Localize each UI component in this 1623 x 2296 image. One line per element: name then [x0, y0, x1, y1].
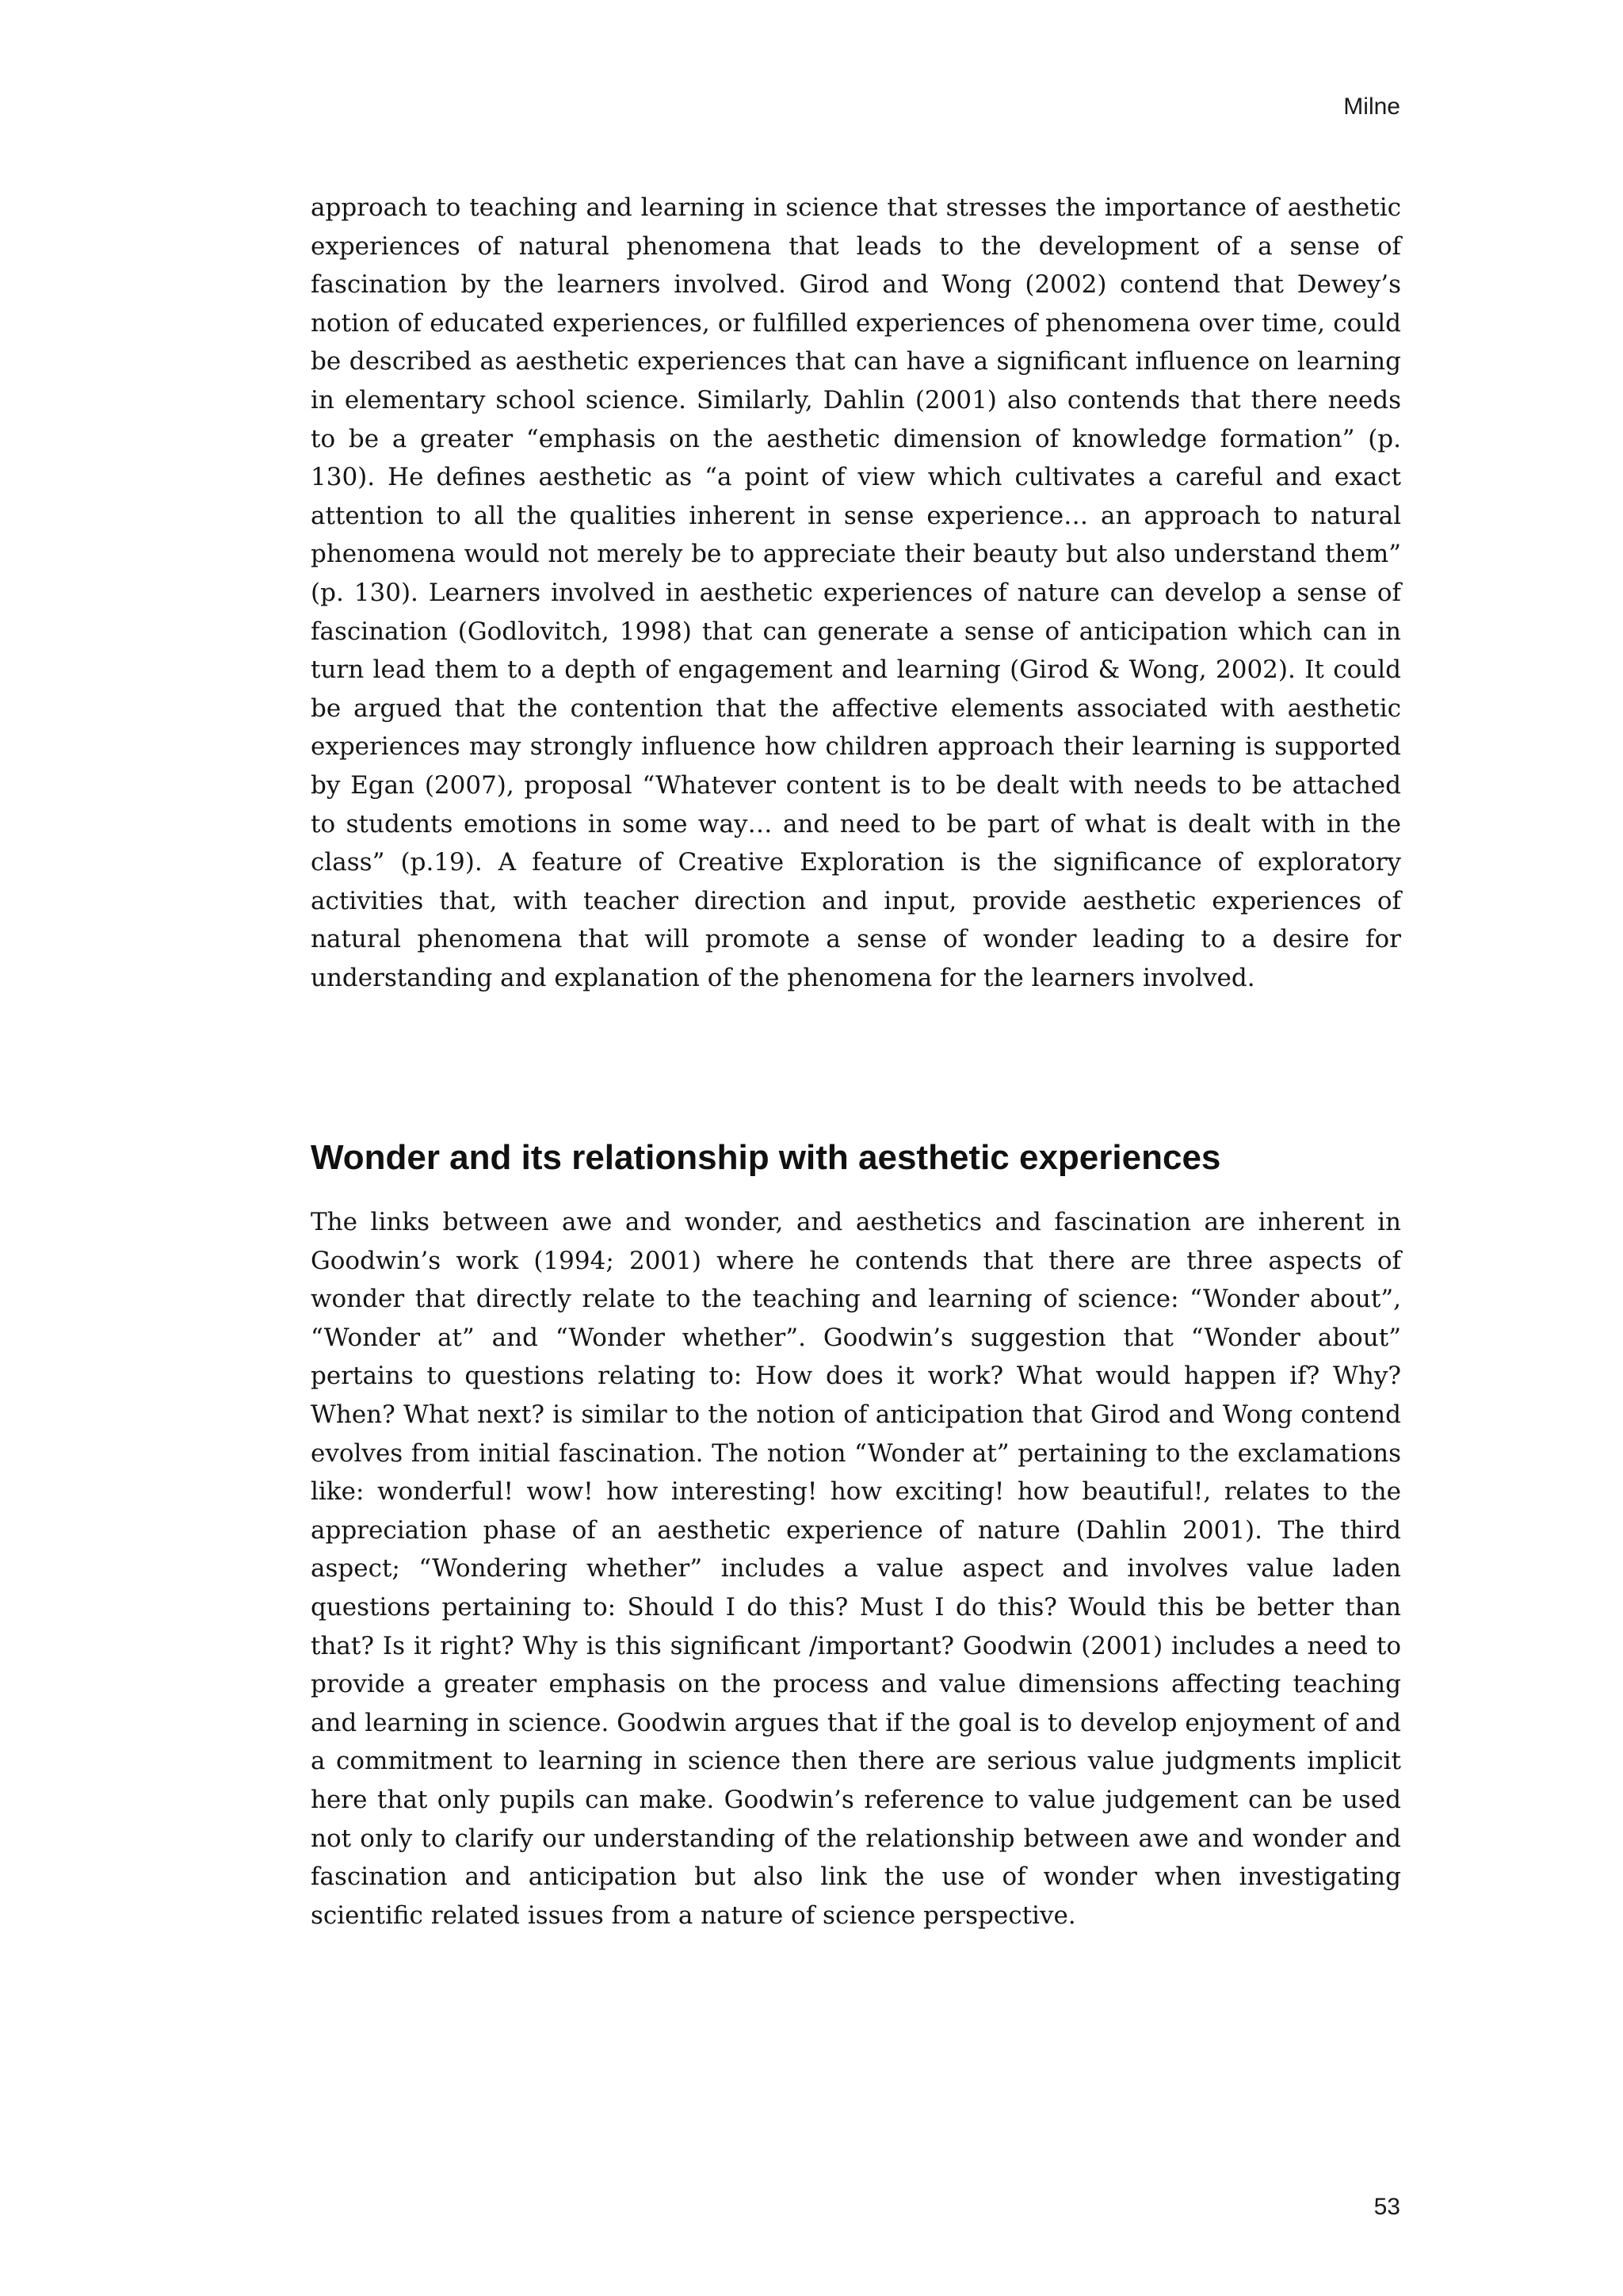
page-number: 53 [1373, 2194, 1400, 2220]
running-header-author: Milne [1343, 94, 1400, 120]
body-paragraph-1 [311, 189, 1401, 997]
paragraph-text: The links between awe and wonder, and aesthetics and fascination are inherent in Goodwin’s work (1994; 2001) where he contends that there are three aspects of wonder that directly relate to the teaching and learning of science: “Wonder about”, “Wonder at” and “Wonder whether”. Goodwin’s suggestion that “Wonder about” pertains to questions relating to: How does it work? What would happen if? Why? When? What next? is similar to the notion of anticipation that Girod and Wong contend evolves from initial fascination. The notion “Wonder at” pertaining to the exclamations like: wonderful! wow! how interesting! how exciting! how beautiful!, relates to the appreciation phase of an aesthetic experience of nature (Dahlin 2001). The third aspect; “Wondering whether” includes a value aspect and involves value laden questions pertaining to: Should I do this? Must I do this? Would this be better than that? Is it right? Why is this significant /important? Goodwin (2001) includes a need to provide a greater emphasis on the process and value dimensions affecting teaching and learning in science. Goodwin argues that if the goal is to develop enjoyment of and a commitment to learning in science then there are serious value judgments implicit here that only pupils can make. Goodwin’s reference to value judgement can be used not only to clarify our understanding of the relationship between awe and wonder and fascination and anticipation but also link the use of wonder when investigating scientific related issues from a nature of science perspective. [311, 1208, 1401, 1930]
paragraph-text: approach to teaching and learning in science that stresses the importance of aesthetic experiences of natural phenomena that leads to the development of a sense of fascination by the learners involved. Girod and Wong (2002) contend that Dewey’s notion of educated experiences, or fulfilled experiences of phenomena over time, could be described as aesthetic experiences that can have a significant influence on learning in elementary school science. Similarly, Dahlin (2001) also contends that there needs to be a greater “emphasis on the aesthetic dimension of knowledge formation” (p. 130). He defines aesthetic as “a point of view which cultivates a careful and exact attention to all the qualities inherent in sense experience… an approach to natural phenomena would not merely be to appreciate their beauty but also understand them” (p. 130). Learners involved in aesthetic experiences of nature can develop a sense of fascination (Godlovitch, 1998) that can generate a sense of anticipation which can in turn lead them to a depth of engagement and learning (Girod & Wong, 2002). It could be argued that the contention that the affective elements associated with aesthetic experiences may strongly influence how children approach their learning is supported by Egan (2007), proposal “Whatever content is to be dealt with needs to be attached to students emotions in some way… and need to be part of what is dealt with in the class” (p.19). A feature of Creative Exploration is the significance of exploratory activities that, with teacher direction and input, provide aesthetic experiences of natural phenomena that will promote a sense of wonder leading to a desire for understanding and explanation of the phenomena for the learners involved. [311, 193, 1401, 992]
section-heading: Wonder and its relationship with aesthetic experiences [311, 1138, 1221, 1177]
body-paragraph-2 [311, 1203, 1401, 1935]
